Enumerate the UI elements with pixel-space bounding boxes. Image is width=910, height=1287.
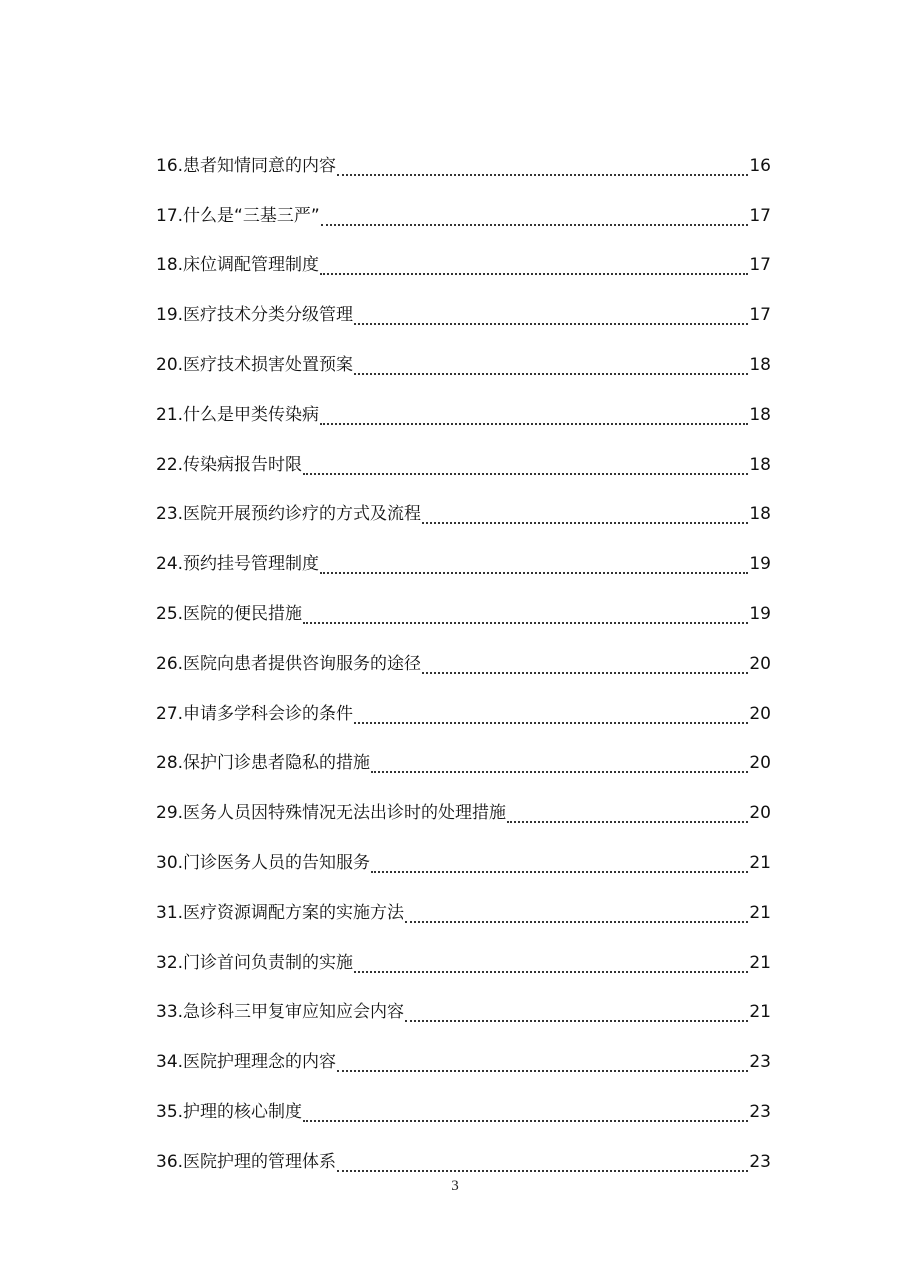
toc-entry-page: 19 (749, 554, 771, 575)
toc-entry[interactable] (156, 131, 771, 181)
toc-entry-title: 23.医院开展预约诊疗的方式及流程 (156, 504, 422, 525)
toc-entry[interactable] (156, 828, 771, 878)
toc-entry[interactable] (156, 729, 771, 779)
toc-entry[interactable] (156, 778, 771, 828)
dot-leader (303, 451, 748, 475)
toc-entry-title: 28.保护门诊患者隐私的措施 (156, 753, 371, 774)
dot-leader (320, 401, 748, 425)
toc-entry-title: 33.急诊科三甲复审应知应会内容 (156, 1002, 405, 1023)
toc-entry-page: 20 (749, 803, 771, 824)
toc-entry[interactable] (156, 878, 771, 928)
dot-leader (354, 949, 748, 973)
dot-leader (337, 1148, 748, 1172)
dot-leader (507, 799, 748, 823)
dot-leader (354, 351, 748, 375)
toc-entry[interactable] (156, 380, 771, 430)
dot-leader (321, 202, 749, 226)
toc-entry-page: 20 (749, 703, 771, 724)
toc-entry[interactable] (156, 430, 771, 480)
table-of-contents (156, 131, 771, 1177)
toc-entry-title: 21.什么是甲类传染病 (156, 404, 320, 425)
toc-entry-page: 17 (749, 205, 771, 226)
toc-entry-page: 16 (749, 155, 771, 176)
toc-entry[interactable] (156, 579, 771, 629)
toc-entry-title: 19.医疗技术分类分级管理 (156, 305, 354, 326)
dot-leader (405, 899, 748, 923)
dot-leader (354, 700, 748, 724)
dot-leader (320, 550, 748, 574)
dot-leader (303, 1098, 748, 1122)
dot-leader (422, 650, 748, 674)
toc-entry-page: 20 (749, 653, 771, 674)
toc-entry-title: 25.医院的便民措施 (156, 603, 303, 624)
toc-entry-title: 17.什么是“三基三严” (156, 205, 320, 226)
toc-entry-page: 18 (749, 354, 771, 375)
toc-entry-title: 26.医院向患者提供咨询服务的途径 (156, 653, 422, 674)
toc-entry-title: 34.医院护理理念的内容 (156, 1052, 337, 1073)
toc-entry[interactable] (156, 978, 771, 1028)
toc-entry[interactable] (156, 181, 771, 231)
toc-entry-title: 24.预约挂号管理制度 (156, 554, 320, 575)
toc-entry-title: 31.医疗资源调配方案的实施方法 (156, 902, 405, 923)
toc-entry-page: 21 (749, 1002, 771, 1023)
toc-entry-title: 20.医疗技术损害处置预案 (156, 354, 354, 375)
toc-entry-title: 32.门诊首问负责制的实施 (156, 952, 354, 973)
toc-entry[interactable] (156, 679, 771, 729)
toc-entry-page: 20 (749, 753, 771, 774)
toc-entry-title: 29.医务人员因特殊情况无法出诊时的处理措施 (156, 803, 507, 824)
toc-entry-page: 17 (749, 255, 771, 276)
toc-entry-page: 23 (749, 1101, 771, 1122)
toc-entry-page: 18 (749, 404, 771, 425)
toc-entry[interactable] (156, 280, 771, 330)
toc-entry[interactable] (156, 928, 771, 978)
toc-entry-title: 30.门诊医务人员的告知服务 (156, 852, 371, 873)
toc-entry-page: 19 (749, 603, 771, 624)
toc-entry[interactable] (156, 1077, 771, 1127)
toc-entry[interactable] (156, 1127, 771, 1177)
toc-entry[interactable] (156, 480, 771, 530)
toc-entry-title: 35.护理的核心制度 (156, 1101, 303, 1122)
dot-leader (422, 500, 748, 524)
toc-entry[interactable] (156, 330, 771, 380)
toc-entry-title: 18.床位调配管理制度 (156, 255, 320, 276)
toc-entry-title: 22.传染病报告时限 (156, 454, 303, 475)
toc-entry[interactable] (156, 529, 771, 579)
toc-entry-page: 21 (749, 902, 771, 923)
toc-entry-page: 21 (749, 852, 771, 873)
dot-leader (354, 301, 748, 325)
toc-entry[interactable] (156, 629, 771, 679)
toc-entry[interactable] (156, 231, 771, 281)
toc-entry[interactable] (156, 1027, 771, 1077)
dot-leader (405, 998, 748, 1022)
dot-leader (371, 849, 748, 873)
toc-entry-page: 18 (749, 504, 771, 525)
dot-leader (337, 1048, 748, 1072)
dot-leader (303, 600, 748, 624)
toc-entry-page: 18 (749, 454, 771, 475)
dot-leader (337, 152, 748, 176)
toc-entry-title: 36.医院护理的管理体系 (156, 1151, 337, 1172)
toc-entry-page: 21 (749, 952, 771, 973)
toc-entry-title: 27.申请多学科会诊的条件 (156, 703, 354, 724)
toc-entry-page: 17 (749, 305, 771, 326)
toc-entry-page: 23 (749, 1151, 771, 1172)
toc-entry-page: 23 (749, 1052, 771, 1073)
page-number: 3 (451, 1178, 459, 1194)
dot-leader (371, 749, 748, 773)
dot-leader (320, 251, 748, 275)
toc-entry-title: 16.患者知情同意的内容 (156, 155, 337, 176)
